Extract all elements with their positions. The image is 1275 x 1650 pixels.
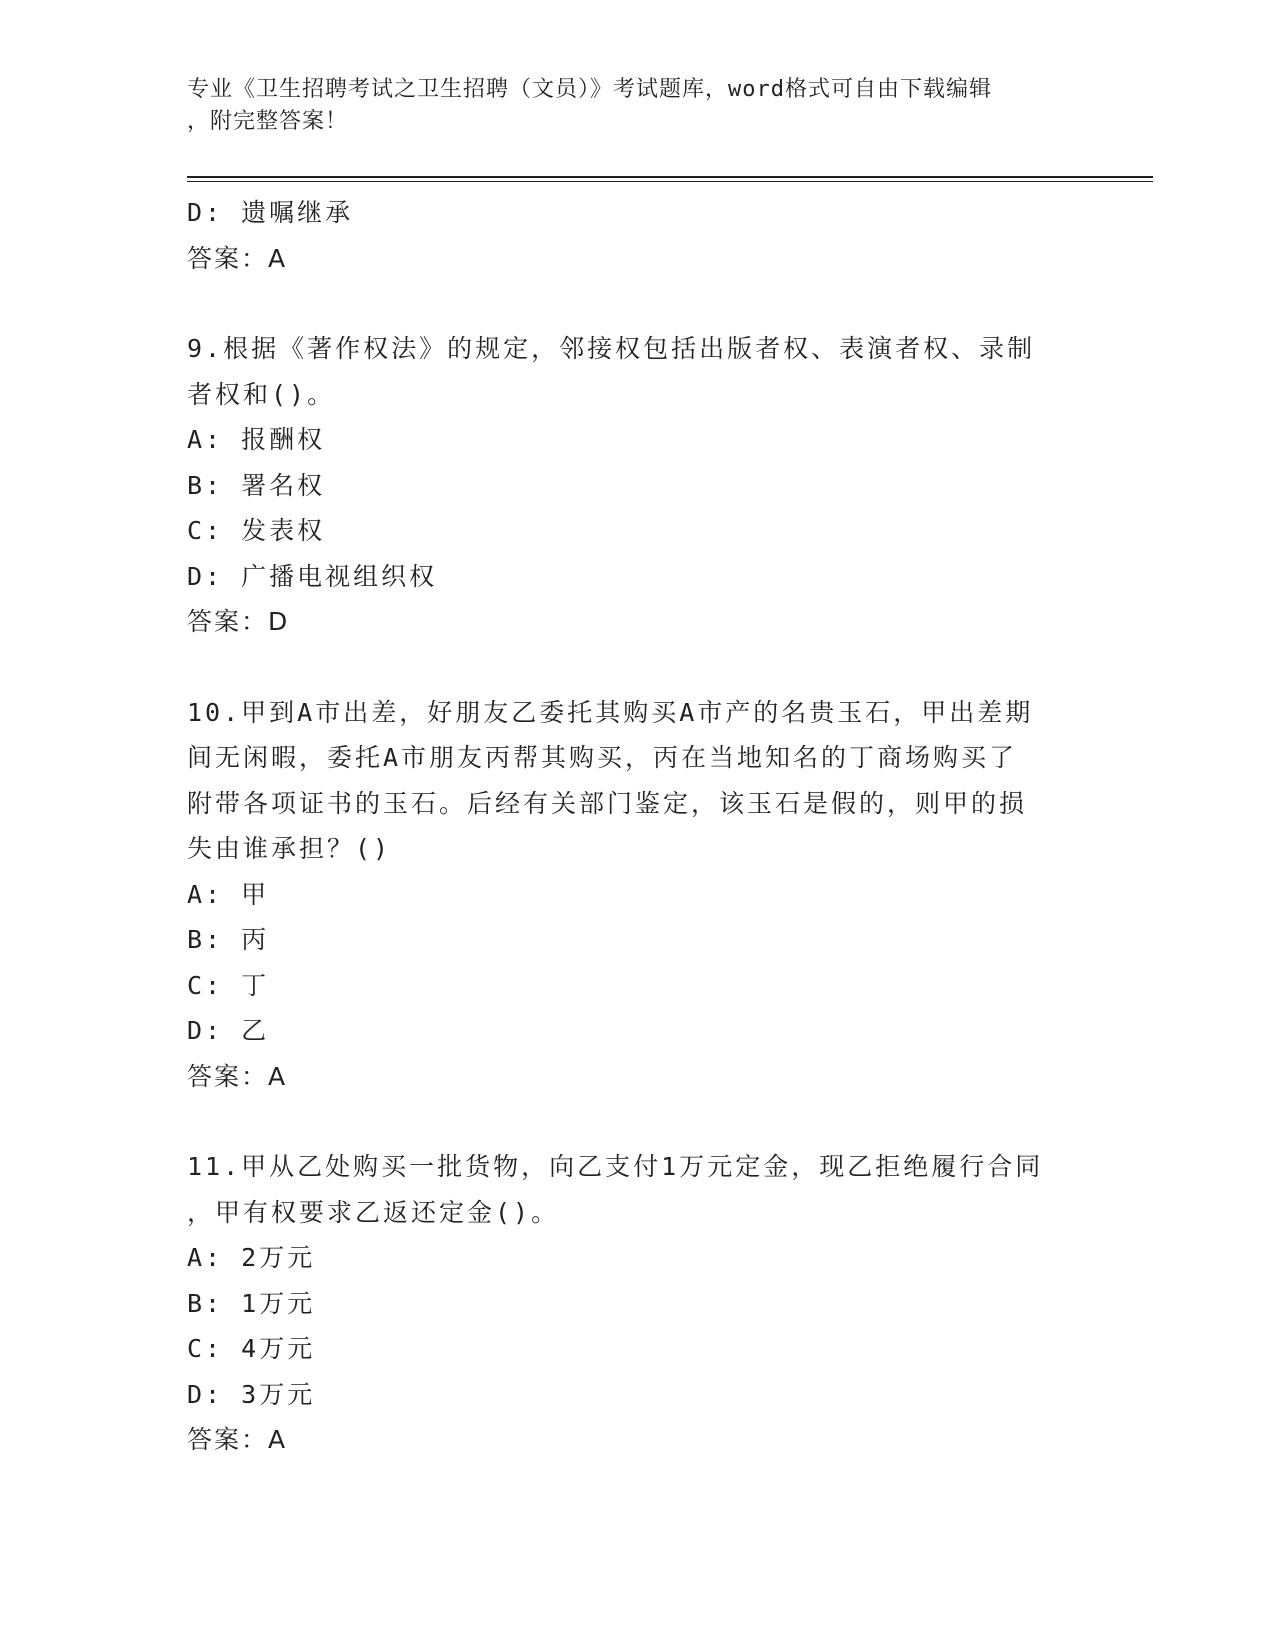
question-text-line: 10.甲到A市出差，好朋友乙委托其购买A市产的名贵玉石，甲出差期 (187, 697, 1034, 727)
prev-question (187, 190, 1087, 281)
option-a: A: 报酬权 (187, 425, 326, 454)
option-a: A: 2万元 (187, 1243, 316, 1272)
document-header (187, 74, 1067, 138)
header-line-2: ，附完整答案！ (187, 109, 349, 134)
option-b: B: 丙 (187, 925, 270, 954)
question-11 (187, 1144, 1087, 1463)
answer-line: 答案：D (187, 607, 290, 636)
option-d: D: 3万元 (187, 1379, 316, 1409)
question-10 (187, 690, 1087, 1100)
question-text-line: 附带各项证书的玉石。后经有关部门鉴定，该玉石是假的，则甲的损 (187, 788, 1028, 818)
question-text-line: 间无闲暇，委托A市朋友丙帮其购买，丙在当地知名的丁商场购买了 (187, 743, 1018, 772)
answer-line: 答案：A (187, 243, 288, 273)
question-text-line: 者权和()。 (187, 379, 336, 409)
option-c: C: 丁 (187, 970, 270, 1000)
answer-line: 答案：A (187, 1425, 288, 1454)
header-divider-thin (187, 181, 1153, 182)
answer-line: 答案：A (187, 1061, 288, 1091)
header-divider-thick (187, 176, 1153, 178)
header-line-1: 专业《卫生招聘考试之卫生招聘（文员）》考试题库，word格式可自由下载编辑 (187, 77, 992, 102)
question-text-line: 11.甲从乙处购买一批货物，向乙支付1万元定金，现乙拒绝履行合同 (187, 1152, 1044, 1181)
option-b: B: 1万元 (187, 1288, 316, 1318)
option-d: D: 乙 (187, 1016, 270, 1045)
question-9 (187, 326, 1087, 645)
option-b: B: 署名权 (187, 470, 326, 500)
question-list (187, 190, 1087, 1463)
option-c: C: 4万元 (187, 1334, 316, 1363)
option-d: D: 遗嘱继承 (187, 198, 354, 227)
option-c: C: 发表权 (187, 516, 326, 545)
question-text-line: 失由谁承担？() (187, 834, 392, 863)
question-text-line: 9.根据《著作权法》的规定，邻接权包括出版者权、表演者权、录制 (187, 334, 1036, 363)
option-d: D: 广播电视组织权 (187, 561, 438, 591)
option-a: A: 甲 (187, 879, 270, 909)
question-text-line: ，甲有权要求乙返还定金()。 (187, 1197, 560, 1227)
